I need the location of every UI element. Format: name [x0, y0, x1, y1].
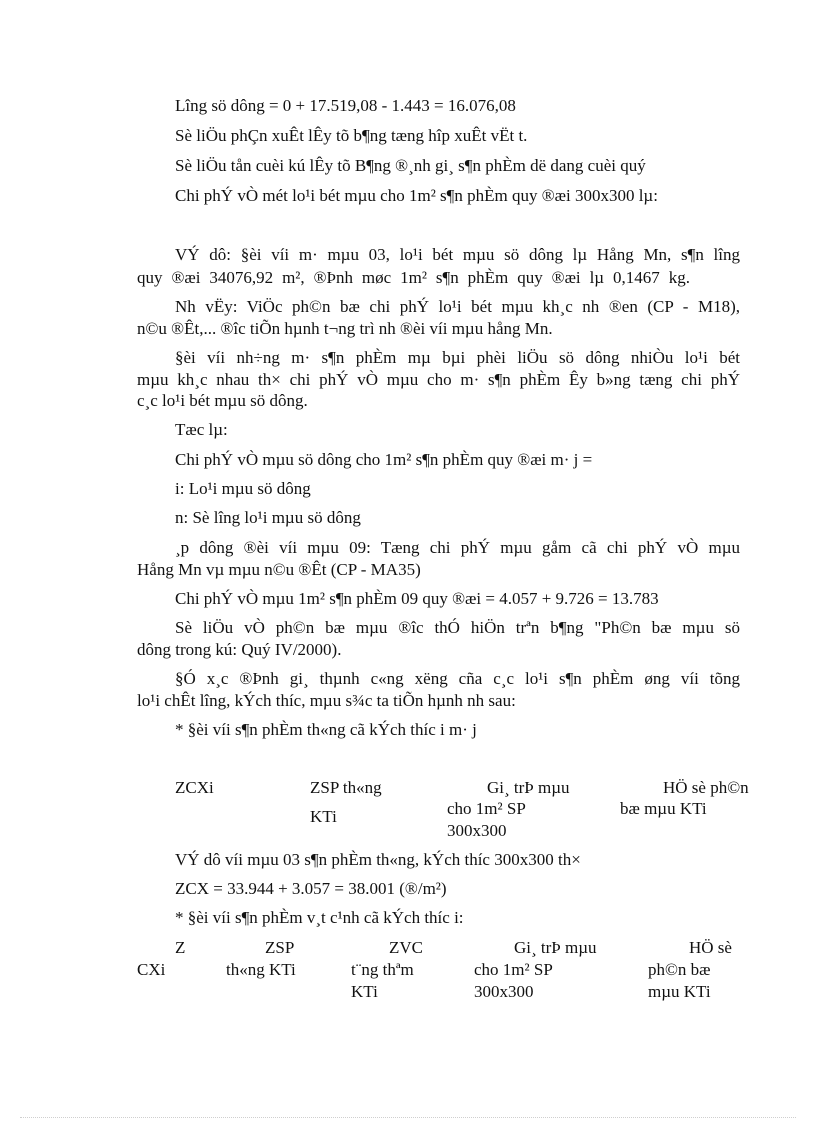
formula-term: KTi: [351, 982, 378, 1001]
text-line: ¸p dông ®èi víi mµu 09: Tæng chi phÝ mµu gåm cã chi phÝ vÒ mµu: [175, 538, 740, 557]
text-line: Sè liÖu vÒ ph©n bæ mµu ®îc thÓ hiÖn trªn b¶ng "Ph©n bæ mµu sö: [175, 618, 740, 637]
text-line: Hång Mn vµ mµu n©u ®Êt (CP - MA35): [137, 560, 421, 579]
text-line: Chi phÝ vÒ mét lo¹i bét mµu cho 1m² s¶n phÈm quy ®æi 300x300 lµ:: [175, 186, 658, 205]
formula-term: CXi: [137, 960, 166, 979]
text-line: c¸c lo¹i bét mµu sö dông.: [137, 391, 308, 410]
formula-term: 300x300: [447, 821, 507, 840]
formula-term: th«ng KTi: [226, 960, 296, 979]
formula-term: cho 1m² SP: [474, 960, 553, 979]
formula-term: ZSP th«ng: [310, 778, 382, 797]
formula-term: Gi¸ trÞ mµu: [514, 938, 597, 957]
formula-term: ZCXi: [175, 778, 214, 797]
page-bottom-rule: [20, 1117, 796, 1118]
formula-term: bæ mµu KTi: [620, 799, 707, 818]
text-line: * §èi víi s¶n phÈm v¸t c¹nh cã kÝch thíc i:: [175, 908, 464, 927]
text-line: VÝ dô: §èi víi m· mµu 03, lo¹i bét mµu sö dông lµ Hång Mn, s¶n lîng: [175, 245, 740, 264]
text-line: n©u ®Êt,... ®îc tiÕn hµnh t¬ng trì nh ®èi víi mµu hång Mn.: [137, 319, 553, 338]
text-line: Lîng sö dông = 0 + 17.519,08 - 1.443 = 16.076,08: [175, 96, 516, 115]
formula-term: ZSP: [265, 938, 295, 957]
text-line: VÝ dô víi mµu 03 s¶n phÈm th«ng, kÝch thíc 300x300 th×: [175, 850, 581, 869]
text-line: Chi phÝ vÒ mµu sö dông cho 1m² s¶n phÈm quy ®æi m· j =: [175, 450, 593, 469]
text-line: Sè liÖu phÇn xuÊt lÊy tõ b¶ng tæng hîp xuÊt vËt t.: [175, 126, 528, 145]
text-line: dông trong kú: Quý IV/2000).: [137, 640, 342, 659]
formula-term: KTi: [310, 807, 337, 826]
formula-term: HÖ sè: [689, 938, 732, 957]
formula-term: mµu KTi: [648, 982, 711, 1001]
text-line: * §èi víi s¶n phÈm th«ng cã kÝch thíc i m· j: [175, 720, 477, 739]
text-line: mµu kh¸c nhau th× chi phÝ vÒ mµu cho m· s¶n phÈm Êy b»ng tæng chi phÝ: [137, 370, 740, 389]
text-line: §Ó x¸c ®Þnh gi¸ thµnh c«ng xëng cña c¸c lo¹i s¶n phÈm øng víi tõng: [175, 669, 740, 688]
text-line: n: Sè lîng lo¹i mµu sö dông: [175, 508, 361, 527]
formula-term: ph©n bæ: [648, 960, 711, 979]
text-line: lo¹i chÊt lîng, kÝch thíc, mµu s¾c ta tiÕn hµnh nh sau:: [137, 691, 516, 710]
text-line: Nh vËy: ViÖc ph©n bæ chi phÝ lo¹i bét mµu kh¸c nh ®en (CP - M18),: [175, 297, 740, 316]
formula-term: t¨ng thªm: [351, 960, 414, 979]
text-line: ZCX = 33.944 + 3.057 = 38.001 (®/m²): [175, 879, 447, 898]
formula-term: HÖ sè ph©n: [663, 778, 749, 797]
formula-term: Z: [175, 938, 186, 957]
text-line: quy ®æi 34076,92 m², ®Þnh møc 1m² s¶n phÈm quy ®æi lµ 0,1467 kg.: [137, 268, 690, 287]
formula-term: Gi¸ trÞ mµu: [487, 778, 570, 797]
text-line: Chi phÝ vÒ mµu 1m² s¶n phÈm 09 quy ®æi = 4.057 + 9.726 = 13.783: [175, 589, 659, 608]
formula-term: 300x300: [474, 982, 534, 1001]
text-line: §èi víi nh÷ng m· s¶n phÈm mµ bµi phèi liÖu sö dông nhiÒu lo¹i bét: [175, 348, 740, 367]
text-line: Tæc lµ:: [175, 420, 228, 439]
text-line: Sè liÖu tån cuèi kú lÊy tõ B¶ng ®¸nh gi¸ s¶n phÈm dë dang cuèi quý: [175, 156, 646, 175]
text-line: i: Lo¹i mµu sö dông: [175, 479, 311, 498]
formula-term: cho 1m² SP: [447, 799, 526, 818]
formula-term: ZVC: [389, 938, 423, 957]
